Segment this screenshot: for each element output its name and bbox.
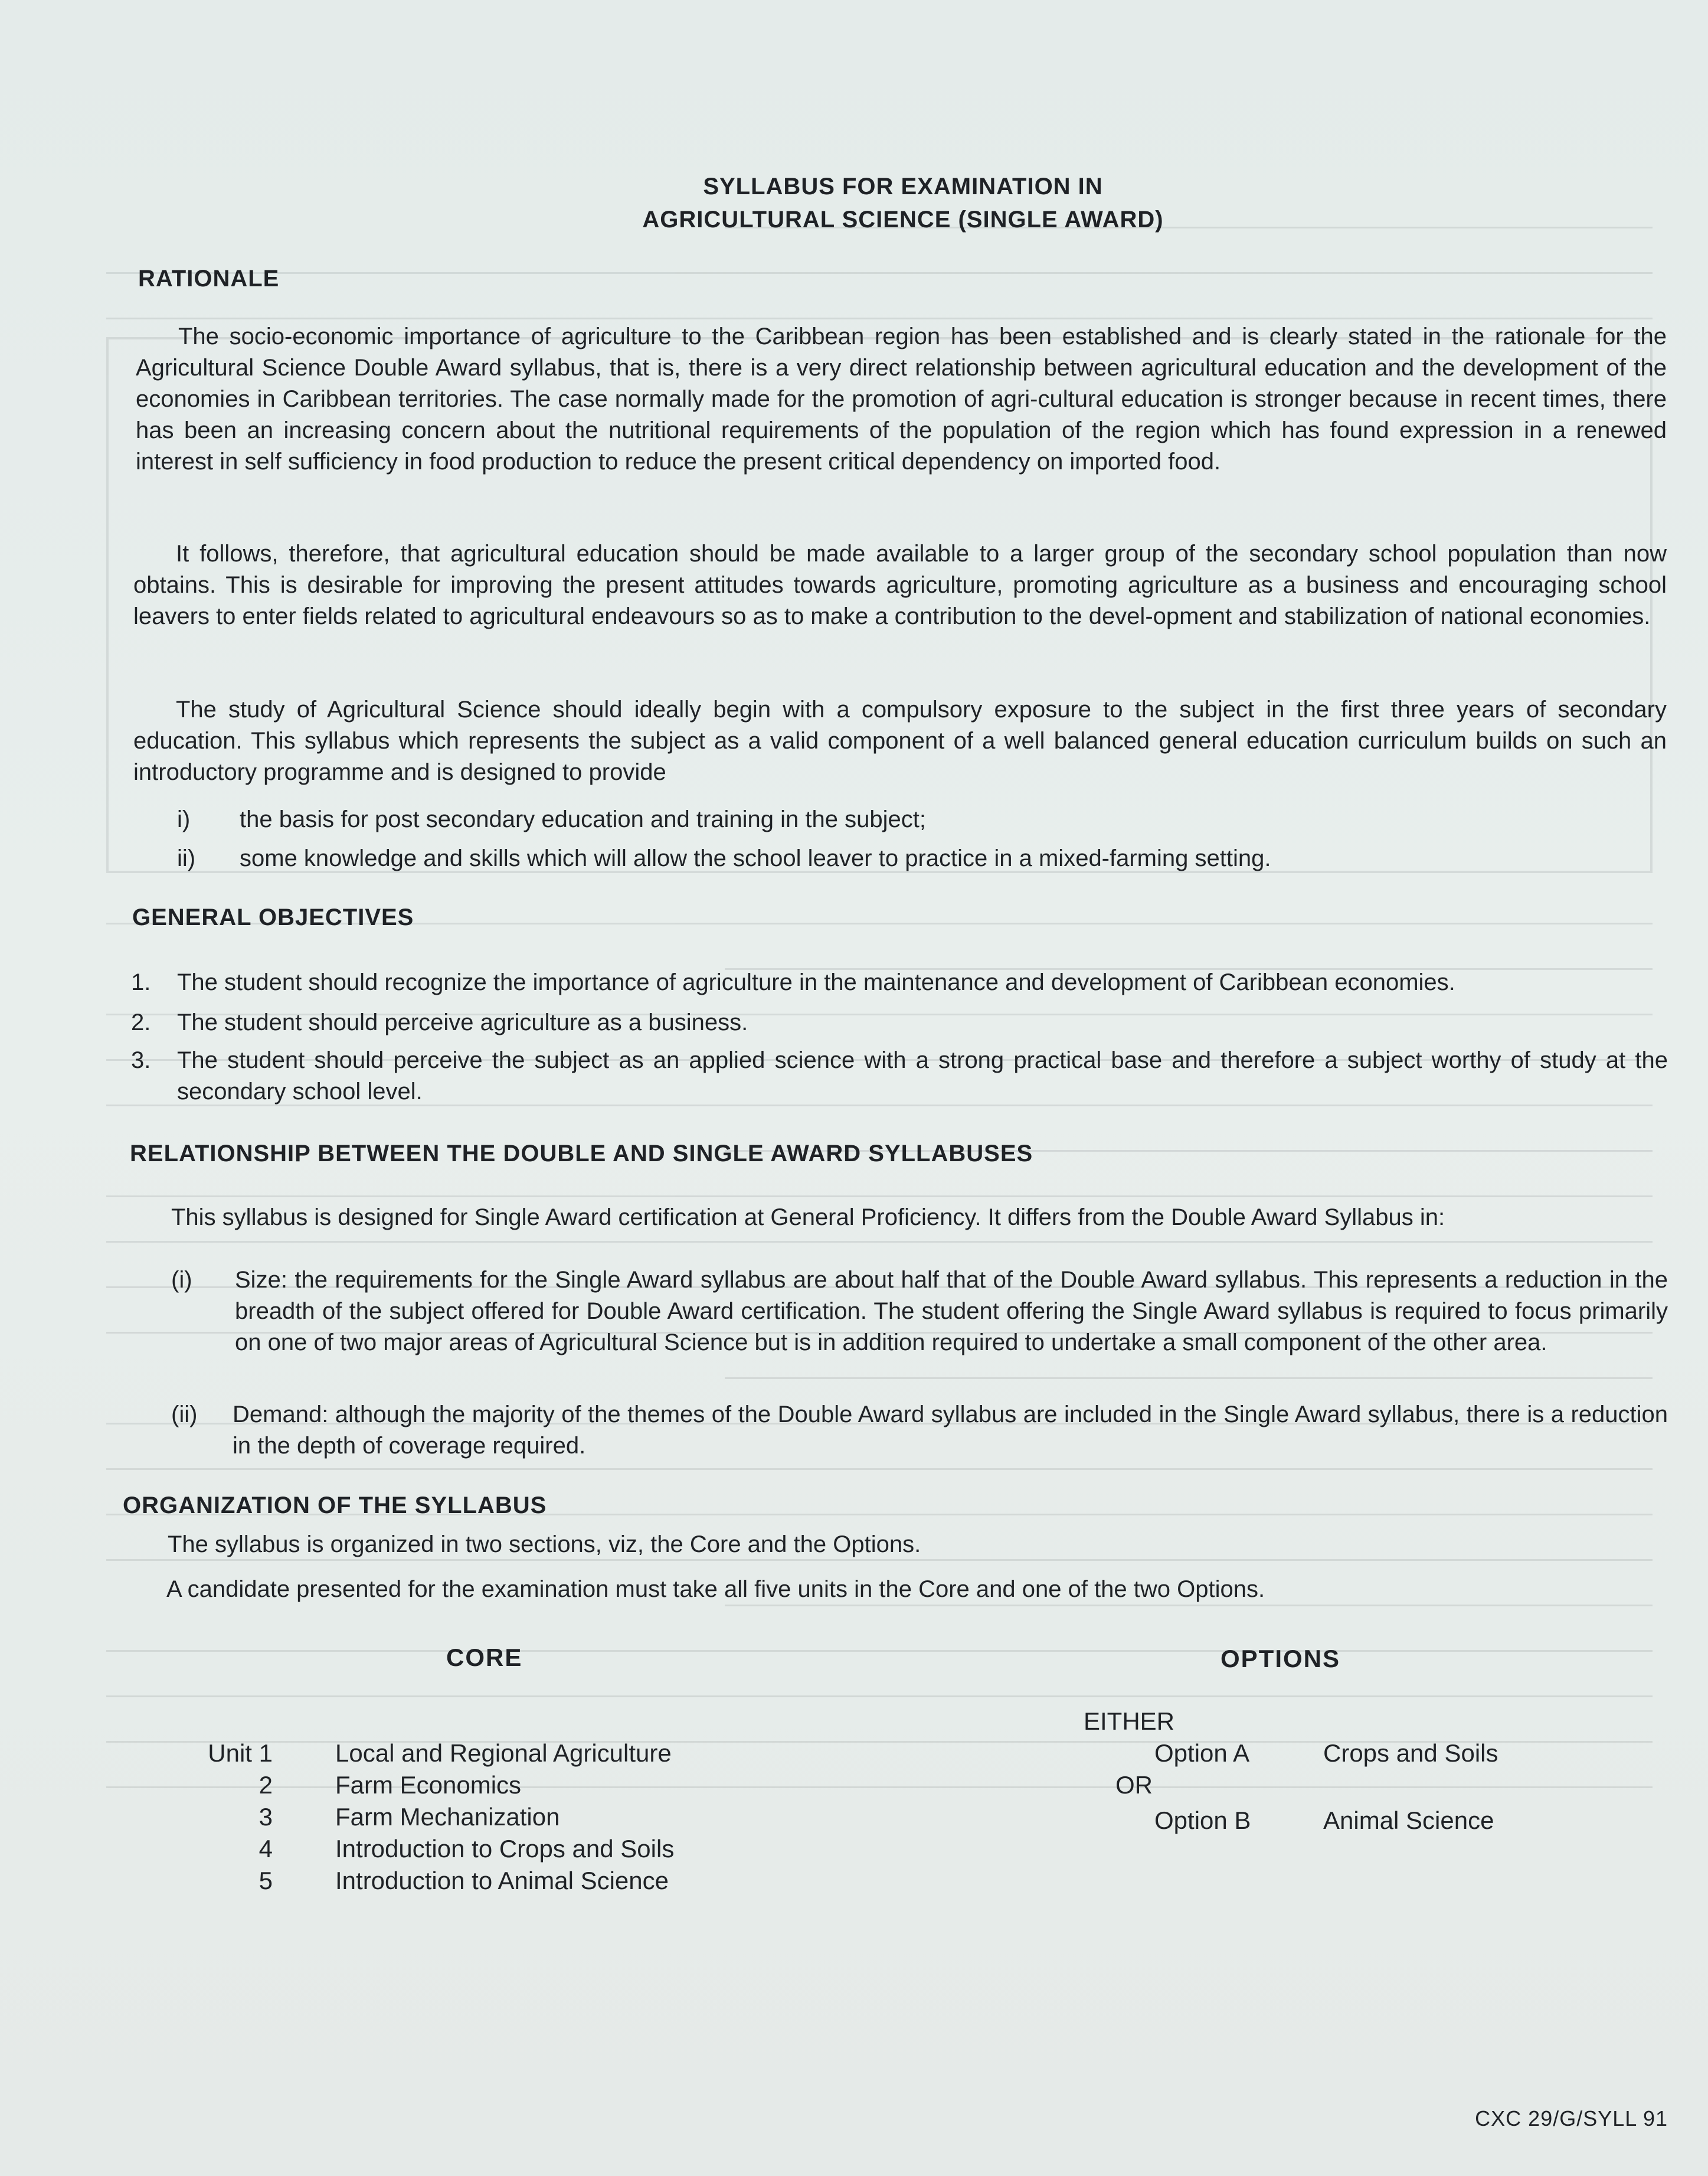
option-b-label: Animal Science [1323, 1806, 1494, 1834]
unit-number: 4 [259, 1835, 273, 1863]
list-item-text: the basis for post secondary education and training in the subject; [240, 806, 926, 832]
either-label: EITHER [1084, 1707, 1175, 1735]
list-item-text: some knowledge and skills which will allow the school leaver to practice in a mixed-farming setting. [240, 845, 1271, 871]
objective-number: 2. [131, 1009, 151, 1035]
unit-number: 2 [259, 1771, 273, 1799]
option-a-label: Crops and Soils [1323, 1739, 1498, 1767]
relationship-item-number: (ii) [171, 1401, 198, 1427]
organization-line-2: A candidate presented for the examination must take all five units in the Core and one of the two Options. [166, 1576, 1265, 1602]
rationale-heading: RATIONALE [138, 266, 280, 292]
unit-label: Farm Economics [335, 1771, 522, 1799]
rationale-paragraph-3-text: The study of Agricultural Science should ideally begin with a compulsory exposure to the subject in the first three years of secondary education. This syllabus which represents the subject as a valid component of a well balanced general education curriculum builds on such an introductory programme and is designed to provide [133, 697, 1667, 785]
option-b-name: Option B [1154, 1806, 1251, 1834]
relationship-heading: RELATIONSHIP BETWEEN THE DOUBLE AND SINGLE AWARD SYLLABUSES [130, 1141, 1033, 1167]
document-title [531, 170, 1275, 236]
unit-number: 5 [259, 1867, 273, 1894]
objectives-heading: GENERAL OBJECTIVES [132, 904, 414, 930]
objective-text: The student should perceive agriculture as a business. [177, 1009, 748, 1035]
relationship-item-text: Size: the requirements for the Single Award syllabus are about half that of the Double Award syllabus. This represents a reduction in the breadth of the subject offered for Double Award certification. The student offering the Single Award syllabus is required to focus primarily on one of two major areas of Agricultural Science but is in addition required to undertake a small component of the other area. [235, 1267, 1668, 1355]
core-heading: CORE [446, 1644, 523, 1671]
or-label: OR [1115, 1771, 1153, 1799]
rationale-paragraph-1-text: The socio-economic importance of agriculture to the Caribbean region has been established and is clearly stated in the rationale for the Agricultural Science Double Award syllabus, that is, there is a very direct relationship between agricultural education and the development of the economies in Caribbean territories. The case normally made for the promotion of agri-cultural education is stronger because in recent times, there has been an increasing concern about the nutritional requirements of the population of the region which has found expression in a renewed interest in self sufficiency in food production to reduce the present critical dependency on imported food. [136, 324, 1667, 475]
document-code: CXC 29/G/SYLL 91 [1475, 2106, 1668, 2131]
unit-number: Unit 1 [208, 1739, 273, 1767]
unit-label: Local and Regional Agriculture [335, 1739, 672, 1767]
organization-line-1: The syllabus is organized in two sections, viz, the Core and the Options. [168, 1531, 921, 1557]
unit-label: Farm Mechanization [335, 1803, 560, 1831]
objective-number: 3. [131, 1047, 151, 1073]
objective-text: The student should perceive the subject as an applied science with a strong practical base and therefore a subject worthy of study at the secondary school level. [177, 1047, 1668, 1105]
rationale-paragraph-3 [133, 694, 1667, 788]
rationale-paragraph-1 [136, 321, 1667, 478]
relationship-intro-text: This syllabus is designed for Single Award certification at General Proficiency. It differs from the Double Award Syllabus in: [171, 1204, 1445, 1230]
unit-label: Introduction to Crops and Soils [335, 1835, 675, 1863]
list-item-number: i) [177, 806, 191, 832]
rationale-paragraph-2 [133, 538, 1667, 632]
relationship-item-number: (i) [171, 1267, 192, 1293]
unit-number: 3 [259, 1803, 273, 1831]
rationale-paragraph-2-text: It follows, therefore, that agricultural education should be made available to a larger group of the secondary school population than now obtains. This is desirable for improving the present attitudes towards agriculture, promoting agriculture as a business and encouraging school leavers to enter fields related to agricultural endeavours so as to make a contribution to the devel-opment and stabilization of national economies. [133, 541, 1667, 629]
title-line-2: AGRICULTURAL SCIENCE (SINGLE AWARD) [642, 207, 1164, 233]
unit-label: Introduction to Animal Science [335, 1867, 669, 1894]
list-item-number: ii) [177, 845, 196, 871]
relationship-item-text: Demand: although the majority of the themes of the Double Award syllabus are included in the Single Award syllabus, there is a reduction in the depth of coverage required. [233, 1401, 1668, 1459]
objective-text: The student should recognize the importance of agriculture in the maintenance and development of Caribbean economies. [177, 969, 1455, 995]
organization-heading: ORGANIZATION OF THE SYLLABUS [123, 1492, 547, 1518]
objective-number: 1. [131, 969, 151, 995]
option-a-name: Option A [1154, 1739, 1250, 1767]
options-heading: OPTIONS [1221, 1645, 1341, 1672]
title-line-1: SYLLABUS FOR EXAMINATION IN [703, 174, 1103, 200]
relationship-intro [129, 1202, 1668, 1233]
